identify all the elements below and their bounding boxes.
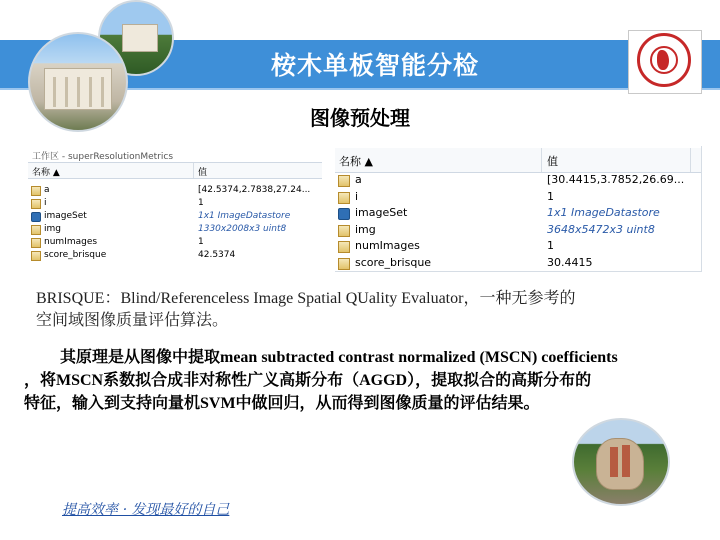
- variable-value: 1: [198, 198, 204, 208]
- variable-name: a: [355, 173, 362, 186]
- variable-row[interactable]: [28, 224, 322, 237]
- university-logo: [628, 30, 702, 94]
- footer-slogan-link[interactable]: 提高效率 · 发现最好的自己: [62, 502, 230, 518]
- logo-seal-ring: [637, 33, 691, 87]
- matrix-icon: [338, 192, 350, 204]
- campus-photo-large: [28, 32, 128, 132]
- variable-value: 1: [198, 237, 204, 247]
- variable-name: i: [355, 189, 359, 203]
- workspace-panel-small: [28, 148, 322, 268]
- workspace-panel-large: [335, 146, 702, 272]
- variable-name: score_brisque: [355, 255, 432, 269]
- datastore-icon: [31, 212, 41, 222]
- slide-title: 桉木单板智能分检: [270, 51, 479, 80]
- carved-stone: [596, 438, 644, 490]
- workspace-caption: 工作区 - superResolutionMetrics: [32, 152, 174, 162]
- variable-name: a: [44, 185, 50, 195]
- matrix-icon: [338, 241, 350, 253]
- variable-value: 1: [547, 189, 554, 203]
- variable-row[interactable]: [335, 256, 701, 273]
- paragraph-line: 其原理是从图像中提取mean subtracted contrast normalized (MSCN) coefficients: [60, 349, 618, 366]
- workspace-header: [28, 162, 322, 179]
- building-shape: [122, 24, 158, 52]
- workspace-header: [335, 148, 701, 173]
- column-header-name[interactable]: 名称 ▲: [32, 168, 60, 178]
- brisque-description: [36, 288, 676, 332]
- stone-inscription: [622, 445, 630, 477]
- variable-value: 1x1 ImageDatastore: [198, 211, 291, 221]
- matrix-icon: [31, 238, 41, 248]
- variable-name: img: [355, 222, 376, 236]
- building-facade: [44, 68, 112, 110]
- paragraph-line: 特征，输入到支持向量机SVM中做回归，从而得到图像质量的评估结果。: [24, 395, 540, 412]
- variable-name: numImages: [44, 237, 98, 247]
- matrix-icon: [338, 175, 350, 187]
- column-header-value[interactable]: 值: [547, 155, 558, 168]
- campus-stone-photo: [572, 418, 670, 506]
- variable-row[interactable]: [335, 206, 701, 223]
- principle-paragraph: [24, 346, 684, 415]
- variable-row[interactable]: [28, 237, 322, 250]
- column-header-name[interactable]: 名称 ▲: [339, 155, 373, 168]
- variable-value: 1: [547, 239, 554, 252]
- matrix-icon: [338, 225, 350, 237]
- variable-name: i: [44, 198, 47, 208]
- variable-name: imageSet: [44, 211, 87, 221]
- variable-row[interactable]: [28, 211, 322, 224]
- variable-name: numImages: [355, 239, 420, 252]
- variable-name: score_brisque: [44, 250, 107, 260]
- description-line: BRISQUE：Blind/Referenceless Image Spatial QUality Evaluator，一种无参考的: [36, 290, 576, 307]
- slide-subtitle: 图像预处理: [310, 106, 410, 130]
- paragraph-line: ，将MSCN系数拟合成非对称性广义高斯分布（AGGD），提取拟合的高斯分布的: [24, 372, 592, 389]
- variable-row[interactable]: [28, 185, 322, 198]
- variable-row[interactable]: [335, 223, 701, 240]
- matrix-icon: [31, 186, 41, 196]
- column-header-value[interactable]: 值: [198, 168, 208, 178]
- logo-emblem: [657, 50, 669, 70]
- variable-value: [30.4415,3.7852,26.69...: [547, 173, 685, 186]
- variable-value: 42.5374: [198, 250, 236, 260]
- variable-value: 30.4415: [547, 255, 593, 269]
- variable-row[interactable]: [28, 198, 322, 211]
- variable-row[interactable]: [335, 239, 701, 256]
- description-line: 空间域图像质量评估算法。: [36, 312, 229, 329]
- variable-value: 1330x2008x3 uint8: [198, 224, 287, 234]
- variable-name: img: [44, 224, 61, 234]
- stone-inscription: [610, 447, 618, 477]
- variable-row[interactable]: [335, 173, 701, 190]
- variable-value: [42.5374,2.7838,27.24...: [198, 185, 311, 195]
- matrix-icon: [338, 258, 350, 270]
- variable-value: 1x1 ImageDatastore: [547, 206, 660, 219]
- variable-name: imageSet: [355, 206, 408, 219]
- variable-value: 3648x5472x3 uint8: [547, 222, 655, 236]
- datastore-icon: [338, 208, 350, 220]
- matrix-icon: [31, 199, 41, 209]
- variable-row[interactable]: [28, 250, 322, 263]
- matrix-icon: [31, 225, 41, 235]
- matrix-icon: [31, 251, 41, 261]
- variable-row[interactable]: [335, 190, 701, 207]
